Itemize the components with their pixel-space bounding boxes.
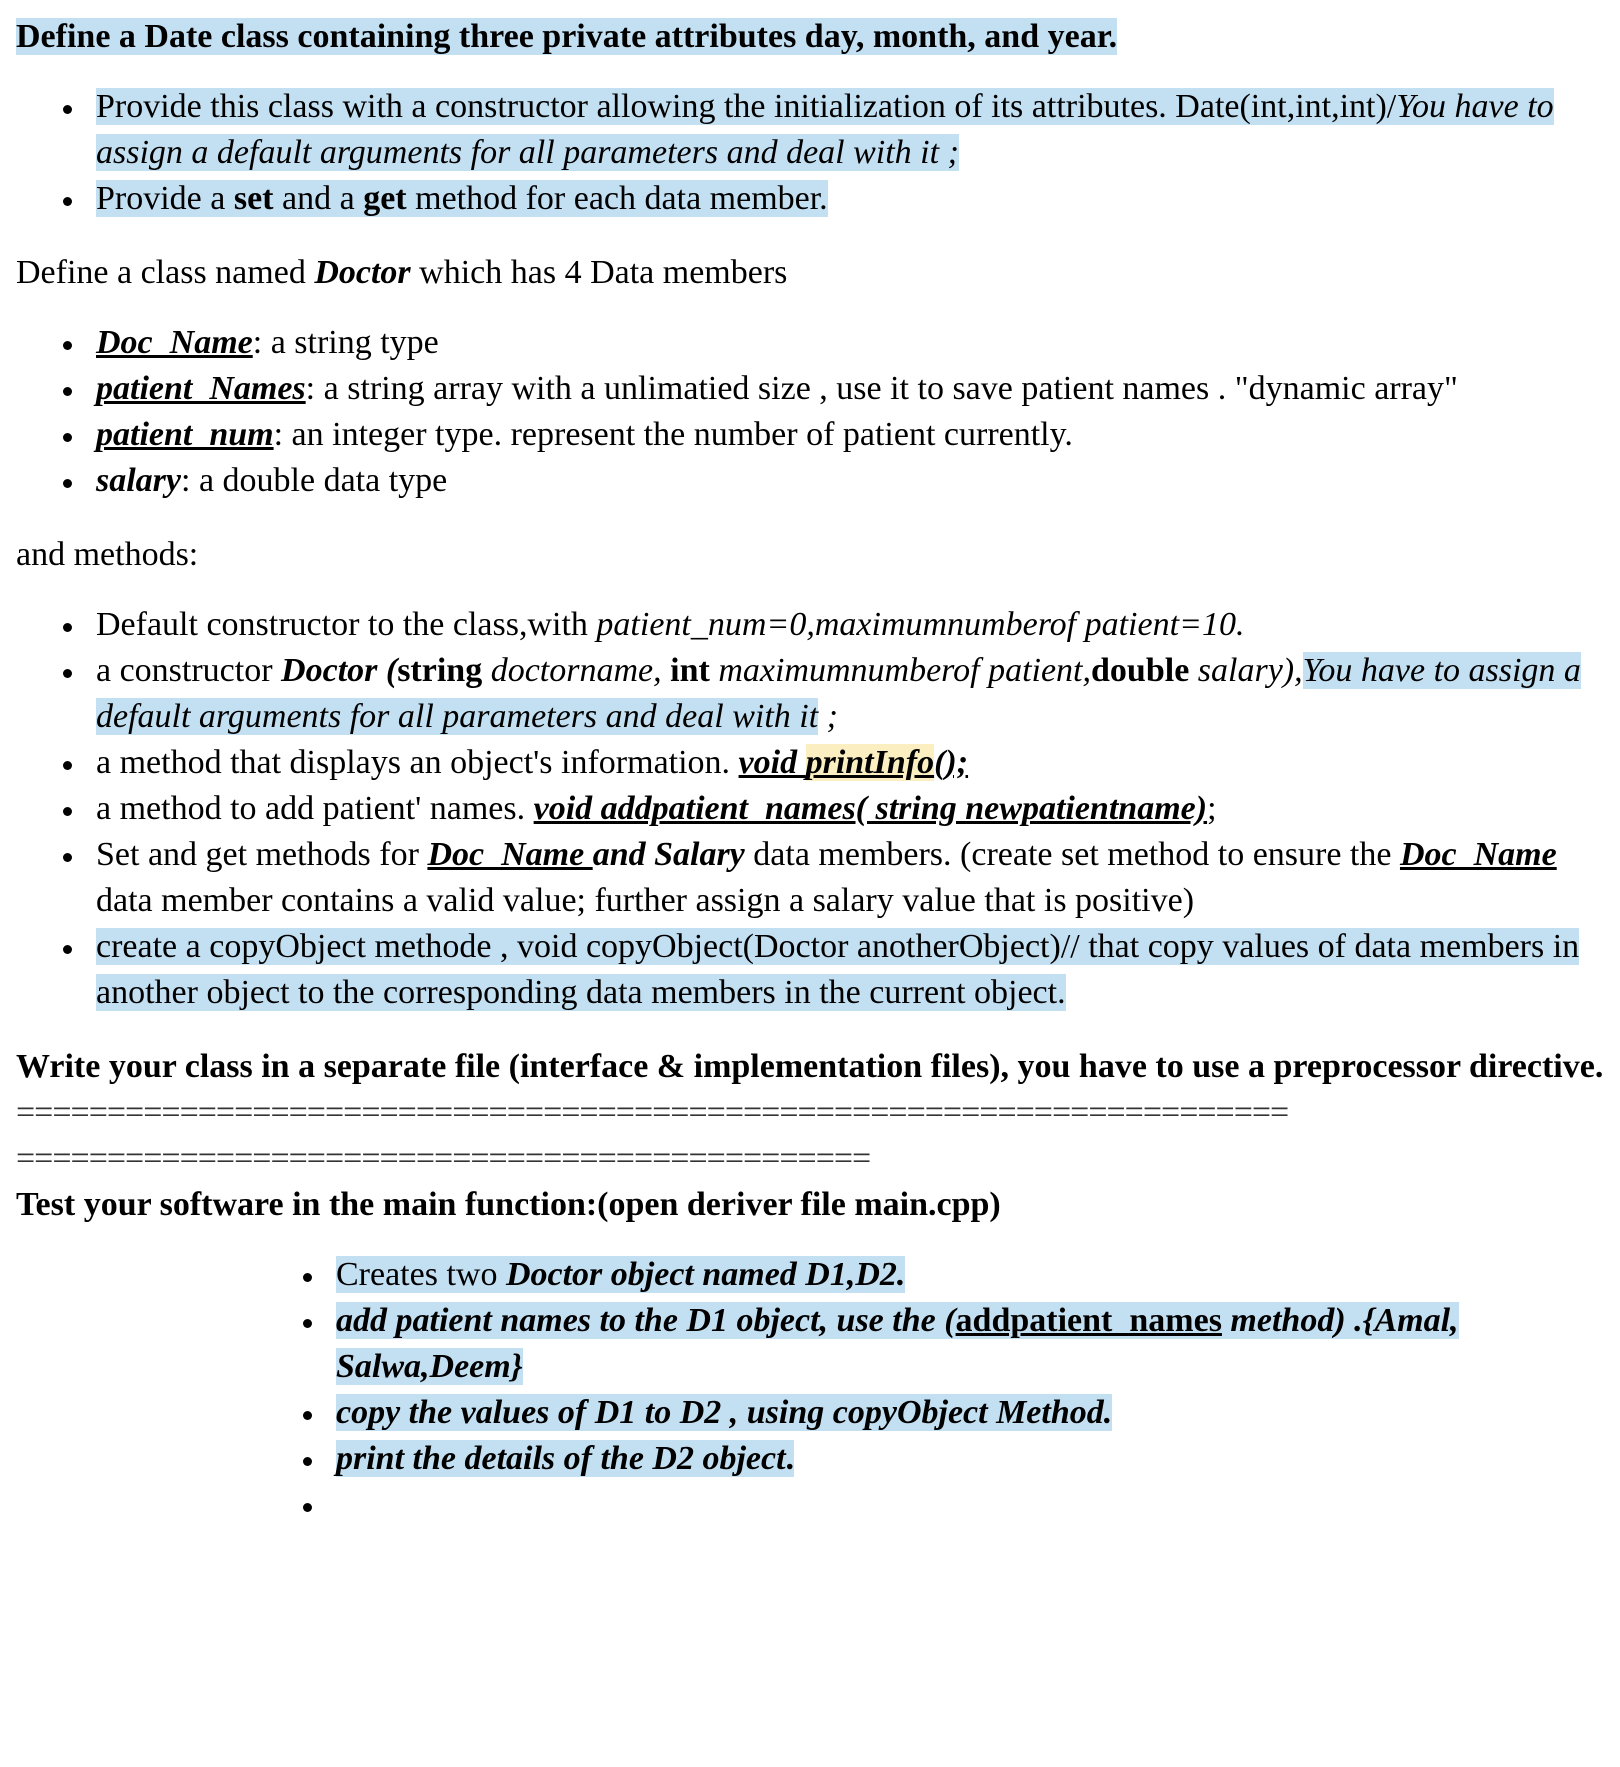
list-item [16,1436,1620,1482]
method-setget-salary: and Salary [592,836,745,873]
doctor-intro [16,250,1620,296]
test-steps-list [16,1252,1620,1528]
method-print-text: a method that displays an object's information. [96,744,739,781]
list-item [16,1298,1620,1390]
list-item [16,320,1620,366]
list-item [16,602,1620,648]
method-setget-docname: Doc_Name [427,836,593,873]
doctor-methods-list [16,602,1620,1016]
methods-heading: and methods: [16,536,199,573]
list-item [16,412,1620,458]
method-setget-docname-2: Doc_Name [1399,836,1557,873]
setget-set: set [233,180,274,217]
member-desc: : a string array with a unlimatied size , use it to save patient names . "dynamic array" [305,370,1458,407]
setget-text-2: and a [273,180,364,217]
method-ctor-text: a constructor [96,652,282,689]
method-ctor-param3: salary), [1189,652,1303,689]
method-ctor-doctor: Doctor ( [281,652,398,689]
method-add-text: a method to add patient' names. [96,790,534,827]
setget-get: get [363,180,407,217]
list-item [16,458,1620,504]
method-print-void: void [738,744,806,781]
test-print-step: print the details of the D2 object [336,1440,786,1477]
method-setget-text-3: data member contains a valid value; further assign a salary value that is positive) [96,882,1195,919]
method-default-ctor: Default constructor to the class,with [96,606,597,643]
test-create-text: Creates two [336,1256,506,1293]
setget-text-1: Provide a [96,180,234,217]
member-desc: : an integer type. represent the number of patient currently. [273,416,1073,453]
method-ctor-param1: doctorname, [482,652,671,689]
test-add-names: method) .{Amal, Salwa,Deem} [336,1302,1459,1385]
date-ctor-text: Provide this class with a constructor allowing the initialization of its attributes. Date(int,int,int)/ [96,88,1397,125]
doctor-members-list [16,320,1620,504]
list-item [16,786,1620,832]
list-item [16,1390,1620,1436]
method-default-ctor-values: patient_num=0,maximumnumberof patient=10. [596,606,1245,643]
member-desc: : a double data type [181,462,448,499]
member-name: patient_num [96,416,274,453]
method-ctor-note: You have to assign a default arguments for all parameters and deal with it [96,652,1581,735]
date-ctor-italic: You have to assign a default arguments for all parameters and deal with it ; [96,88,1554,171]
method-print-end: (); [934,744,969,781]
method-setget-text-2: data members. (create set method to ensure the [744,836,1400,873]
method-ctor-int: int [670,652,710,689]
list-item [16,648,1620,740]
test-print-end: . [785,1440,795,1477]
method-ctor-string: string [397,652,483,689]
member-name: salary [96,462,181,499]
list-item-empty [16,1482,1620,1528]
test-heading: Test your software in the main function:(open deriver file main.cpp) [16,1186,1001,1223]
list-item [16,832,1620,924]
method-copy-object: create a copyObject methode , void copyObject(Doctor anotherObject)// that copy values of data members in another object to the corresponding data members in the current object. [96,928,1580,1011]
member-name: Doc_Name [96,324,253,361]
list-item [16,176,1620,222]
method-add-signature: void addpatient_names( string newpatientname) [533,790,1208,827]
list-item [16,1252,1620,1298]
test-create-objects: Doctor object named D1,D2. [505,1256,906,1293]
list-item [16,366,1620,412]
date-requirements-list [16,84,1620,222]
member-desc: : a string type [252,324,439,361]
member-name: patient_Names [96,370,306,407]
separator-line-1: ====================================================================== [16,1094,1289,1131]
test-copy-step: copy the values of D1 to D2 , using copyObject Method. [336,1394,1113,1431]
write-note: Write your class in a separate file (interface & implementation files), you have to use a preprocessor directive. [16,1048,1604,1085]
method-ctor-end: ; [818,698,838,735]
list-item [16,740,1620,786]
date-class-title [16,14,1620,60]
method-print-name: printInfo [805,744,935,781]
method-ctor-double: double [1091,652,1190,689]
method-ctor-param2: maximumnumberof patient, [709,652,1092,689]
setget-text-3: method for each data member. [406,180,828,217]
test-add-text: add patient names to the D1 object, use the ( [336,1302,956,1339]
separator-line-2: =============================================== [16,1140,871,1177]
test-add-method: addpatient_names [955,1302,1222,1339]
list-item [16,84,1620,176]
method-add-end: ; [1207,790,1217,827]
doctor-intro-pre: Define a class named [16,254,315,291]
doctor-intro-post: which has 4 Data members [410,254,788,291]
method-setget-text: Set and get methods for [96,836,428,873]
doctor-intro-name: Doctor [314,254,411,291]
list-item [16,924,1620,1016]
date-class-title-text: Define a Date class containing three private attributes day, month, and year. [16,18,1118,55]
